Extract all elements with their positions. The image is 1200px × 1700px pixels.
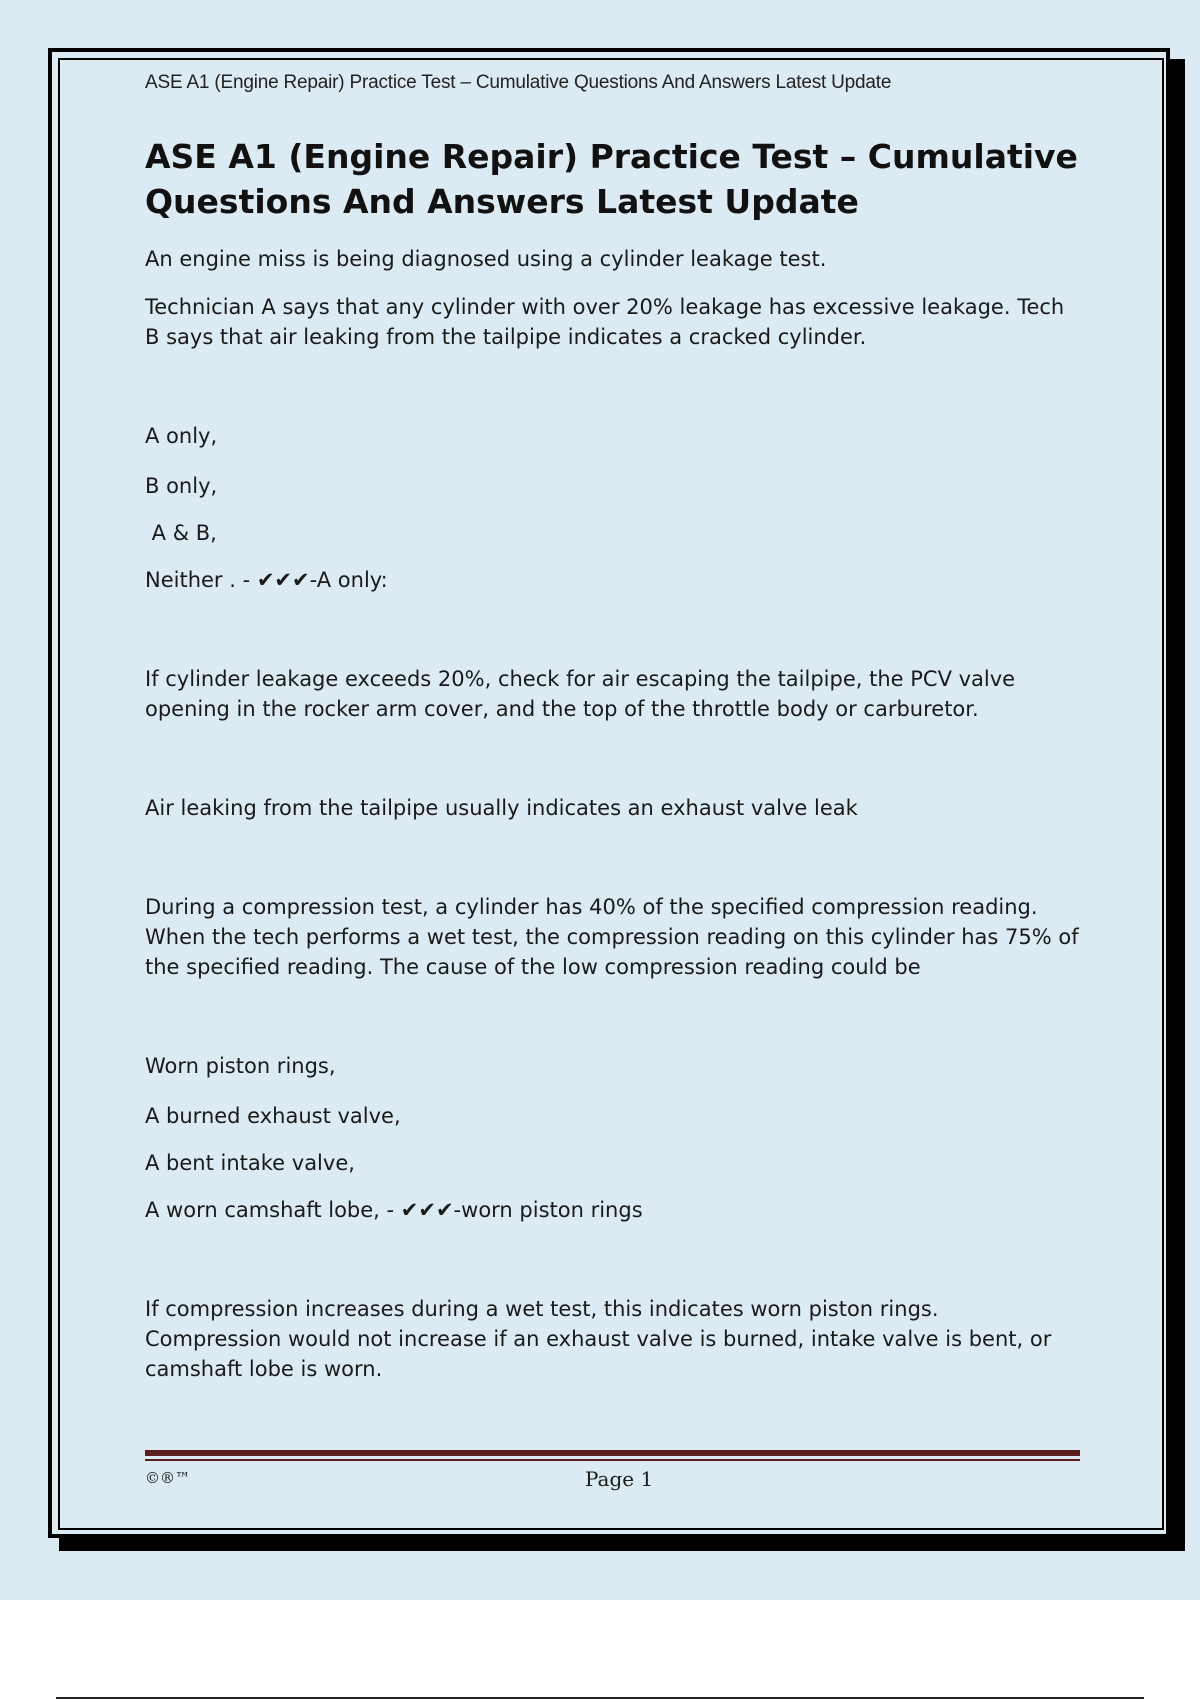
question-2-option: A bent intake valve, xyxy=(145,1151,355,1175)
question-2-statement: During a compression test, a cylinder has 40% of the specified compression reading. When the tech performs a wet test, the compression reading on this cylinder has 75% of the specified reading. The cause of the low compression reading could be xyxy=(145,895,1079,979)
footer-rule-thin xyxy=(145,1459,1080,1461)
question-1-explanation-note: Air leaking from the tailpipe usually indicates an exhaust valve leak xyxy=(145,796,858,820)
question-1-option: B only, xyxy=(145,474,218,498)
question-2-answer: A worn camshaft lobe, - ✔✔✔-worn piston rings xyxy=(145,1198,643,1222)
question-1-explanation: If cylinder leakage exceeds 20%, check for air escaping the tailpipe, the PCV valve opening in the rocker arm cover, and the top of the throttle body or carburetor. xyxy=(145,667,1016,721)
question-2-option: A burned exhaust valve, xyxy=(145,1104,401,1128)
question-1-option: A only, xyxy=(145,424,218,448)
question-2-explanation: If compression increases during a wet test, this indicates worn piston rings. Compression would not increase if an exhaust valve is burned, intake valve is bent, or camshaft lobe is worn. xyxy=(145,1297,1052,1381)
question-2-option: Worn piston rings, xyxy=(145,1054,336,1078)
page-footer xyxy=(145,1450,1080,1497)
question-1-statement: Technician A says that any cylinder with over 20% leakage has excessive leakage. Tech B says that air leaking from the tailpipe indicates a cracked cylinder. xyxy=(145,295,1065,349)
document-body xyxy=(145,72,1080,1384)
question-1-option: A & B, xyxy=(145,521,217,545)
document-title: ASE A1 (Engine Repair) Practice Test – Cumulative Questions And Answers Latest Update xyxy=(145,137,1078,221)
question-1-answer: Neither . - ✔✔✔-A only: xyxy=(145,568,388,592)
footer-rule-thick xyxy=(145,1450,1080,1456)
footer-row xyxy=(145,1467,1080,1497)
question-1-intro: An engine miss is being diagnosed using a cylinder leakage test. xyxy=(145,247,827,271)
running-header: ASE A1 (Engine Repair) Practice Test – Cumulative Questions And Answers Latest Update xyxy=(145,72,892,93)
page-number: Page 1 xyxy=(585,1467,654,1491)
next-page-top-rule xyxy=(56,1697,1144,1699)
copyright-symbols: ©®™ xyxy=(145,1469,190,1487)
